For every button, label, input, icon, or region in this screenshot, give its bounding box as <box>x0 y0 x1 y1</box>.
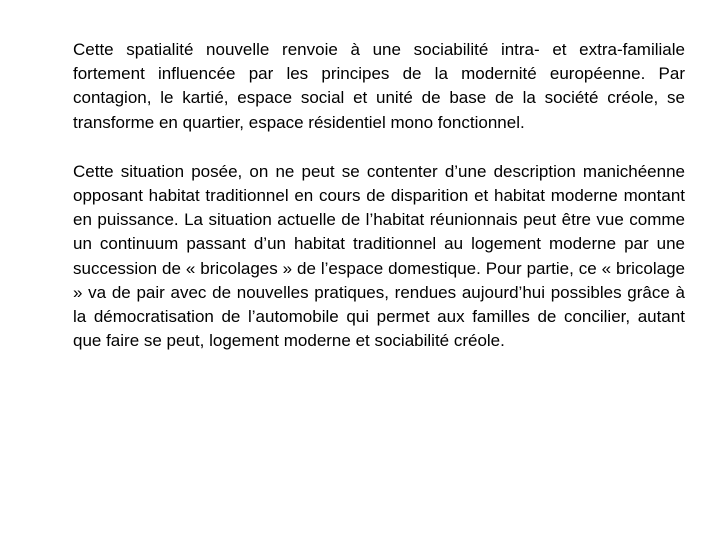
document-page <box>73 38 685 353</box>
paragraph-situation: Cette situation posée, on ne peut se contenter d’une description manichéenne opposant habitat traditionnel en cours de disparition et habitat moderne montant en puissance. La situation actuelle de l’habitat réunionnais peut être vue comme un continuum passant d’un habitat traditionnel au logement moderne par une succession de « bricolages » de l’espace domestique. Pour partie, ce « bricolage » va de pair avec de nouvelles pratiques, rendues aujourd’hui possibles grâce à la démocratisation de l’automobile qui permet aux familles de concilier, autant que faire se peut, logement moderne et sociabilité créole. <box>73 161 685 351</box>
paragraph-spatialite: Cette spatialité nouvelle renvoie à une sociabilité intra- et extra-familiale fortement influencée par les principes de la modernité européenne. Par contagion, le kartié, espace social et unité de base de la société créole, se transforme en quartier, espace résidentiel mono fonctionnel. <box>73 40 685 132</box>
